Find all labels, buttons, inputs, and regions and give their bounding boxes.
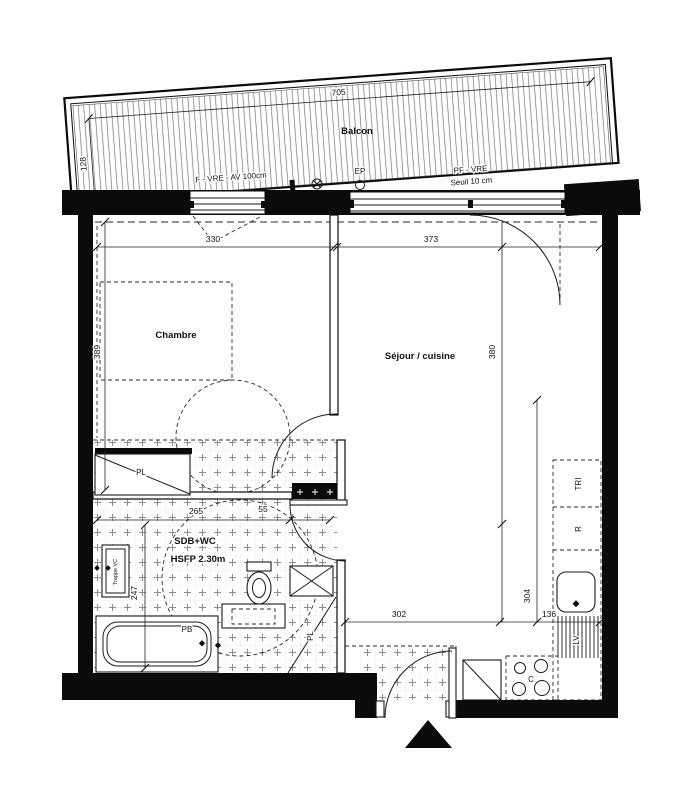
- bathroom-east-wall-lower: [337, 560, 345, 673]
- bathtub: [96, 616, 221, 672]
- toilet: [247, 562, 271, 604]
- bathroom-door-leaf: [290, 500, 347, 505]
- balcony-width-dim: 705: [331, 86, 347, 98]
- recycling-label: TRI: [574, 477, 583, 491]
- bedroom-window: [190, 191, 265, 214]
- northeast-pillar: [564, 179, 641, 216]
- living-depth-dim: 380: [487, 344, 497, 360]
- south-wall-west: [62, 673, 360, 700]
- fridge-label: R: [574, 526, 583, 532]
- living-room-label: Séjour / cuisine: [384, 351, 456, 362]
- bathroom-recess-dim: 55: [258, 504, 268, 514]
- entry-door-jamb-left: [376, 701, 384, 717]
- kitchen-width-dim: 302: [391, 609, 407, 619]
- bathroom-depth-dim: 247: [129, 585, 139, 601]
- downspout-label: EP: [354, 167, 366, 176]
- washing-machine: [290, 566, 333, 596]
- bathtub-label: PB: [181, 625, 193, 634]
- bathroom-width-dim: 265: [188, 506, 204, 516]
- entrance-marker-triangle: [405, 720, 452, 748]
- bathroom-label: SDB+WC: [174, 536, 216, 547]
- balcony-door-swing: [470, 215, 560, 305]
- access-hatch-label: Trappe VC: [113, 558, 119, 586]
- entry-step-wall: [355, 673, 377, 718]
- west-wall: [78, 215, 93, 673]
- balcony-label: Balcon: [341, 126, 373, 137]
- cooktop-label: C: [528, 675, 534, 684]
- washbasin: [222, 604, 285, 628]
- bedroom-depth-dim: 389: [92, 344, 102, 360]
- threshold-label: Seuil 10 cm: [450, 175, 493, 188]
- bathroom-east-wall-upper: [337, 440, 345, 500]
- balcony-depth-dim: 128: [77, 156, 89, 172]
- bedroom-closet: [95, 448, 192, 495]
- entrance-door-leaf: [449, 648, 456, 718]
- kitchen-counter: [463, 460, 601, 700]
- balcony-door-label: PF - VRE: [453, 163, 488, 176]
- bathroom-closet-label: PL: [306, 631, 315, 641]
- bedroom-closet-label: PL: [136, 468, 146, 477]
- bedroom-width-dim: 330: [205, 234, 221, 244]
- bedroom-window-swing: [193, 216, 262, 242]
- ceiling-height-label: HSFP 2.30m: [170, 554, 226, 565]
- south-wall-east: [455, 700, 605, 718]
- balcony-window-label: F - VRE - AV 100cm: [195, 170, 267, 185]
- partition-bedroom-living: [330, 215, 338, 415]
- kitchen-depth-dim: 304: [522, 588, 532, 604]
- living-width-dim: 373: [423, 234, 439, 244]
- kitchen-run-dim: 136: [541, 609, 557, 619]
- east-wall: [602, 215, 618, 718]
- dishwasher-label: LV: [572, 635, 581, 645]
- bedroom-label: Chambre: [155, 330, 197, 341]
- living-window-door: [350, 192, 565, 213]
